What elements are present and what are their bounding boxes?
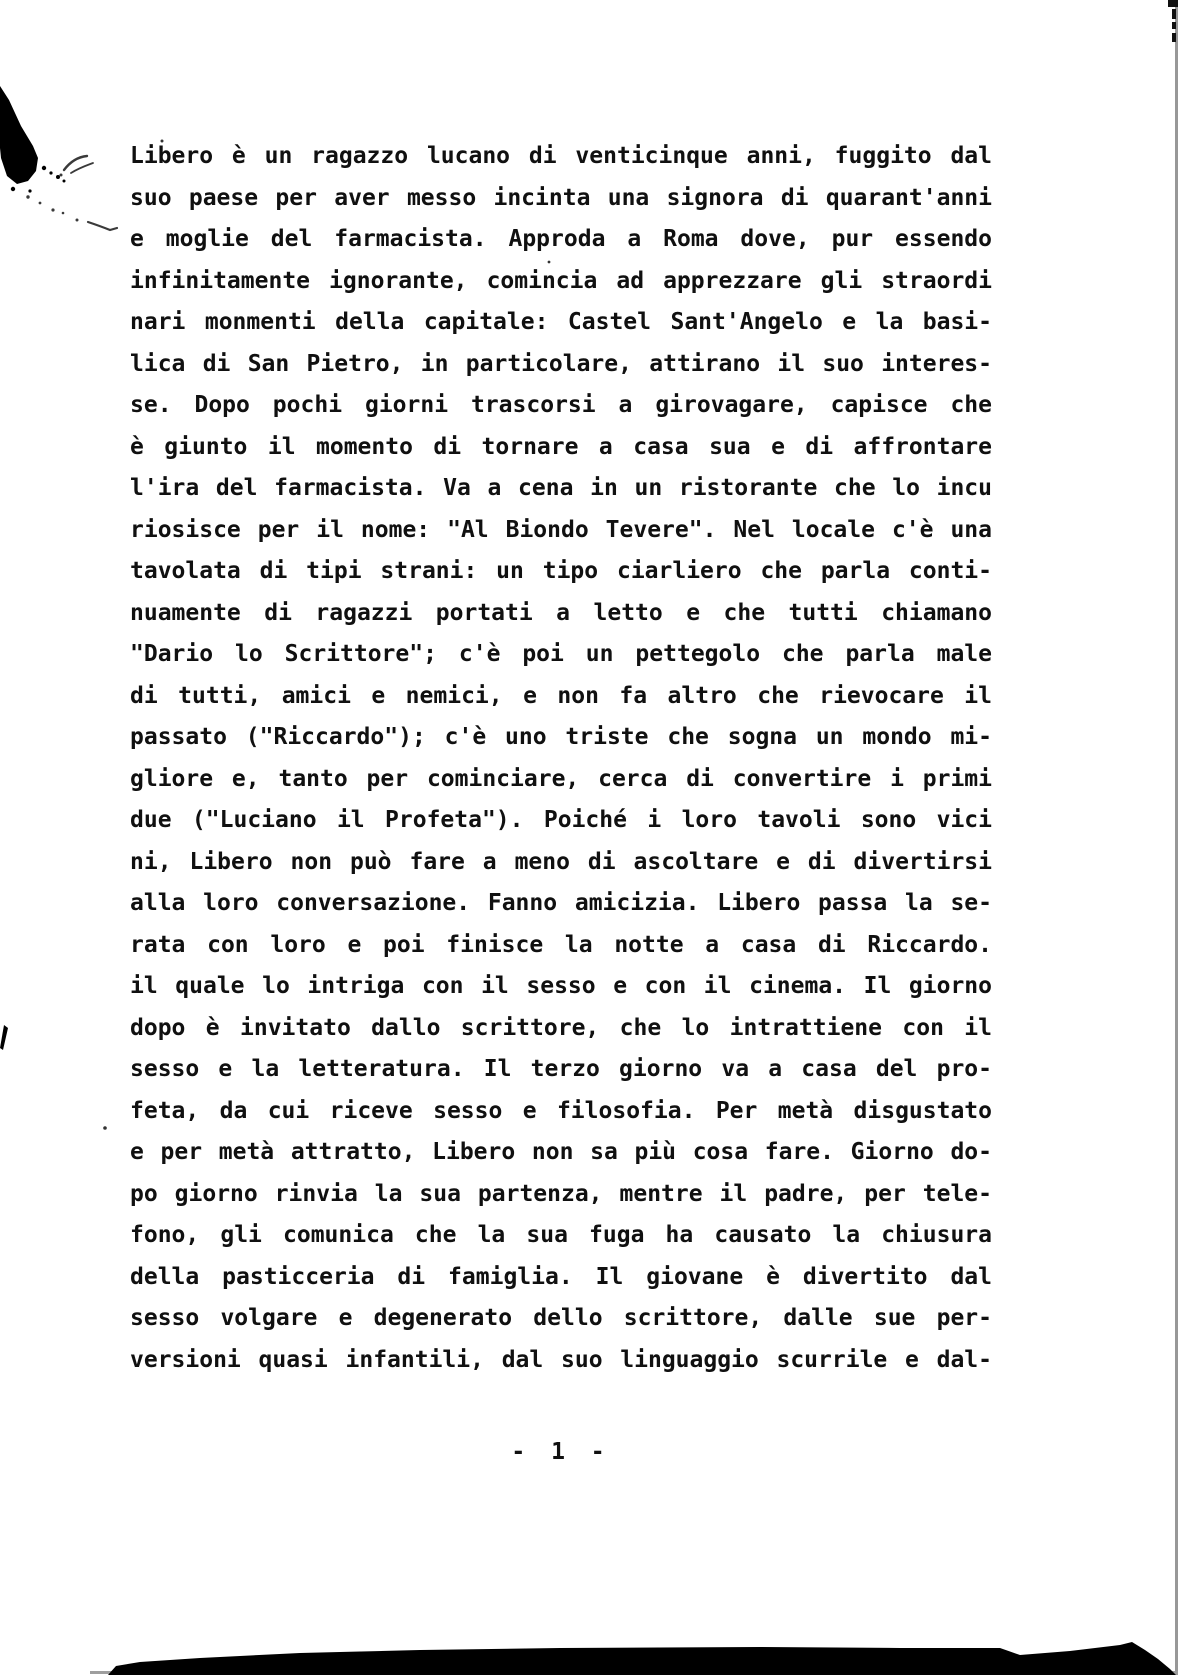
pencil-marks — [26, 156, 117, 230]
text-line: rata con loro e poi finisce la notte a casa di Riccardo. — [130, 931, 992, 958]
text-line: suo paese per aver messo incinta una signora di quarant'anni — [130, 184, 992, 211]
text-line: due ("Luciano il Profeta"). Poiché i loro tavoli sono vici — [130, 807, 992, 833]
text-line: di tutti, amici e nemici, e non fa altro che rievocare il — [130, 682, 992, 709]
text-line: tavolata di tipi strani: un tipo ciarliero che parla conti- — [130, 558, 992, 584]
text-line: versioni quasi infantili, dal suo linguaggio scurrile e dal- — [130, 1346, 992, 1373]
text-line: lica di San Pietro, in particolare, attirano il suo interes- — [130, 350, 992, 377]
text-line: sesso e la letteratura. Il terzo giorno va a casa del pro- — [130, 1056, 992, 1082]
text-line: alla loro conversazione. Fanno amicizia. Libero passa la se- — [130, 890, 992, 916]
text-line: è giunto il momento di tornare a casa sua e di affrontare — [130, 433, 992, 460]
text-line: nari monmenti della capitale: Castel Sant'Angelo e la basi- — [130, 309, 992, 335]
ink-blot-top-left — [0, 86, 66, 193]
text-line: se. Dopo pochi giorni trascorsi a girovagare, capisce che — [130, 392, 992, 418]
text-line: po giorno rinvia la sua partenza, mentre il padre, per tele- — [130, 1180, 992, 1207]
text-line: dopo è invitato dallo scrittore, che lo intrattiene con il — [130, 1014, 992, 1041]
text-line: e per metà attratto, Libero non sa più cosa fare. Giorno do- — [130, 1139, 992, 1165]
text-line: ni, Libero non può fare a meno di ascoltare e di divertirsi — [130, 848, 992, 875]
text-line: passato ("Riccardo"); c'è uno triste che sogna un mondo mi- — [130, 724, 992, 750]
text-line: riosisce per il nome: "Al Biondo Tevere". Nel locale c'è una — [130, 516, 992, 543]
text-line: sesso volgare e degenerato dello scrittore, dalle sue per- — [130, 1305, 992, 1331]
text-line: e moglie del farmacista. Approda a Roma dove, pur essendo — [130, 226, 992, 252]
text-line: l'ira del farmacista. Va a cena in un ristorante che lo incu — [130, 475, 992, 501]
edge-mark-left — [0, 1025, 8, 1050]
text-line: feta, da cui riceve sesso e filosofia. Per metà disgustato — [130, 1097, 992, 1124]
text-line: Libero è un ragazzo lucano di venticinque anni, fuggito dal — [130, 143, 992, 169]
text-line: gliore e, tanto per cominciare, cerca di convertire i primi — [130, 765, 992, 792]
scan-artifact-bottom — [90, 1642, 1178, 1675]
scanner-edge-line-right — [1168, 0, 1178, 1675]
text-line: della pasticceria di famiglia. Il giovane è divertito dal — [130, 1263, 992, 1290]
text-line: il quale lo intriga con il sesso e con il cinema. Il giorno — [130, 973, 992, 999]
text-line: "Dario lo Scrittore"; c'è poi un pettegolo che parla male — [130, 641, 992, 667]
text-line: infinitamente ignorante, comincia ad apprezzare gli straordi — [130, 267, 992, 294]
typewritten-text-block — [130, 136, 992, 1381]
text-line: fono, gli comunica che la sua fuga ha causato la chiusura — [130, 1222, 992, 1248]
text-line: nuamente di ragazzi portati a letto e che tutti chiamano — [130, 599, 992, 626]
page-number: - 1 - — [511, 1439, 611, 1465]
